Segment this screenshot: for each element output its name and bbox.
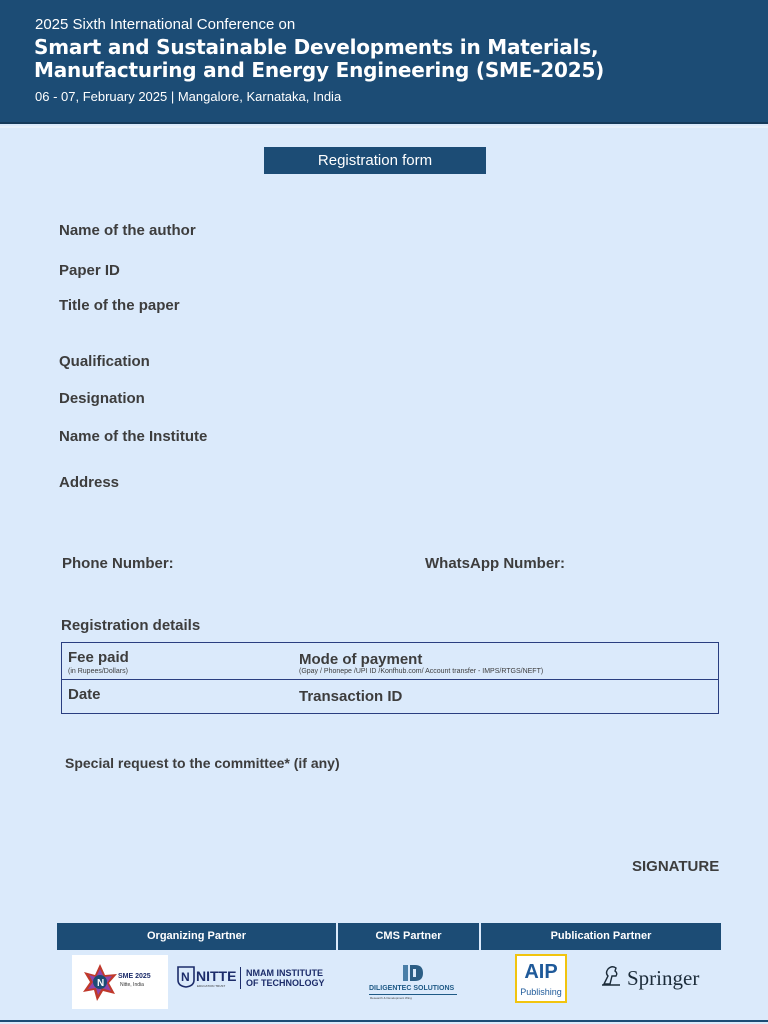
whatsapp-label: WhatsApp Number:	[425, 555, 565, 572]
footer-bottom-rule	[0, 1020, 768, 1022]
logo-divider	[240, 967, 241, 989]
designation-label: Designation	[59, 390, 145, 407]
signature-label: SIGNATURE	[632, 858, 720, 875]
nitte-logo-subtext: EDUCATION TRUST	[197, 984, 226, 988]
nmam-logo-text	[246, 968, 325, 988]
conference-title	[34, 36, 604, 82]
author-name-label: Name of the author	[59, 222, 196, 239]
organizing-partner-header: Organizing Partner	[57, 923, 336, 950]
diligentec-underline	[369, 994, 457, 995]
aip-logo-subtext: Publishing	[520, 987, 562, 997]
springer-horse-icon	[599, 964, 623, 988]
conference-title-line2: Manufacturing and Energy Engineering (SME-2025)	[34, 58, 605, 82]
sme-2025-logo	[72, 955, 168, 1009]
paper-id-label: Paper ID	[59, 262, 120, 279]
fee-paid-note: (in Rupees/Dollars)	[68, 668, 128, 675]
fee-paid-label: Fee paid	[68, 649, 129, 666]
qualification-label: Qualification	[59, 353, 150, 370]
svg-text:N: N	[97, 978, 105, 989]
sme-logo-subtext: Nitte, India	[120, 982, 144, 988]
phone-label: Phone Number:	[62, 555, 174, 572]
mode-of-payment-note: (Gpay / Phonepe /UPI ID /Konfhub.com/ Account transfer - IMPS/RTGS/NEFT)	[299, 668, 544, 675]
partner-logos	[0, 950, 768, 1024]
cms-partner-header: CMS Partner	[338, 923, 479, 950]
special-request-label: Special request to the committee* (if any)	[65, 755, 340, 771]
institute-label: Name of the Institute	[59, 428, 208, 445]
diligentec-logo	[366, 964, 460, 1004]
nitte-shield-icon	[177, 966, 195, 988]
svg-text:N: N	[181, 970, 190, 984]
nitte-nmam-logo	[176, 964, 326, 994]
nmam-logo-line2: OF TECHNOLOGY	[246, 978, 325, 988]
sme-logo-text: SME 2025	[118, 973, 151, 980]
aip-logo-text: AIP	[524, 961, 558, 983]
aip-publishing-logo	[515, 954, 567, 1003]
date-label: Date	[68, 686, 101, 703]
nitte-logo-text: NITTE	[196, 968, 237, 984]
conference-title-line1: Smart and Sustainable Developments in Materials,	[34, 35, 599, 59]
diligentec-mark-icon	[401, 964, 425, 982]
table-row-divider	[62, 679, 718, 680]
springer-logo	[599, 964, 711, 994]
header-separator	[0, 126, 768, 128]
diligentec-logo-subtext: Research & Development Wing	[370, 996, 412, 1000]
mode-of-payment-label: Mode of payment	[299, 651, 423, 668]
conference-pretitle: 2025 Sixth International Conference on	[35, 16, 296, 33]
nmam-logo-line1: NMAM INSTITUTE	[246, 968, 323, 978]
publication-partner-header: Publication Partner	[481, 923, 721, 950]
page-header	[0, 0, 768, 124]
registration-details-table	[61, 642, 719, 714]
address-label: Address	[59, 474, 120, 491]
paper-title-label: Title of the paper	[59, 297, 180, 314]
registration-details-label: Registration details	[61, 617, 201, 634]
transaction-id-label: Transaction ID	[299, 688, 403, 705]
diligentec-logo-text: DILIGENTEC SOLUTIONS	[369, 985, 455, 992]
conference-subtitle: 06 - 07, February 2025 | Mangalore, Karnataka, India	[35, 89, 342, 104]
springer-logo-text: Springer	[627, 966, 700, 990]
registration-form-title: Registration form	[264, 147, 486, 174]
